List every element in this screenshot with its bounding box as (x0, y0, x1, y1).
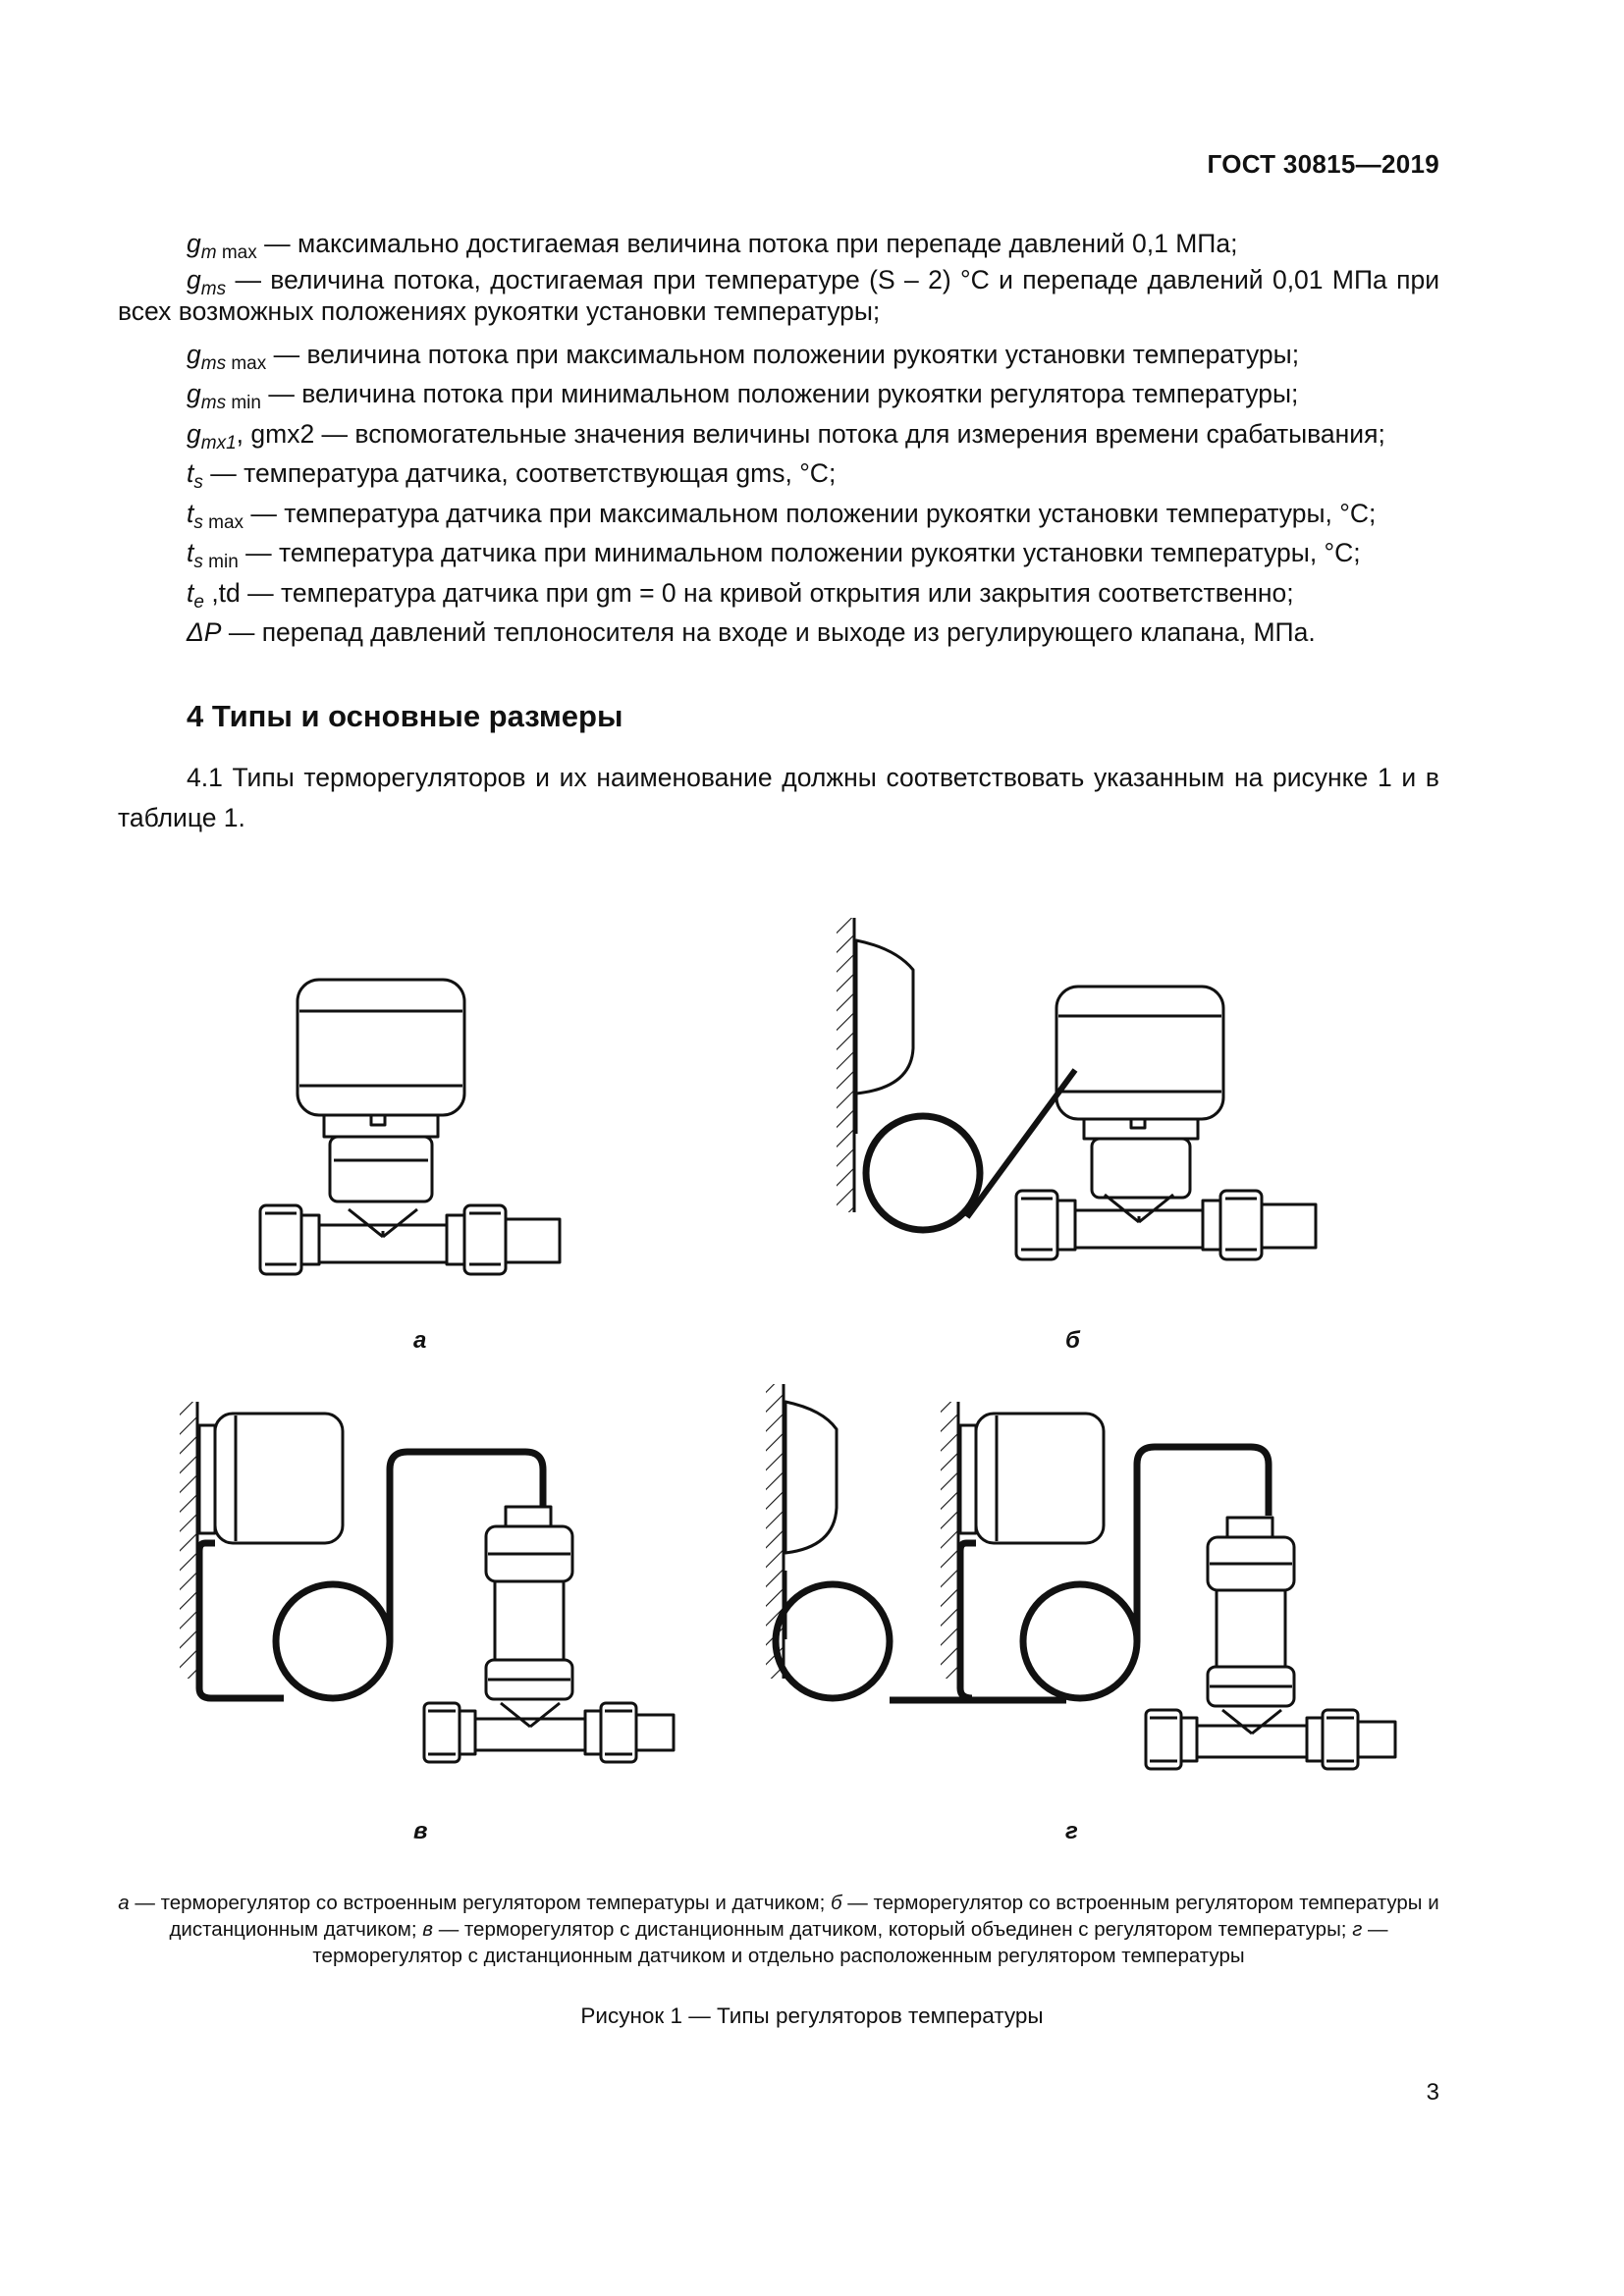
panel-label-b: б (1065, 1327, 1080, 1354)
panel-v-drawing (180, 1402, 674, 1762)
panel-label-a: а (413, 1327, 427, 1354)
definition-text: — температура датчика при минимальном положении рукоятки установки температуры, °С; (238, 538, 1361, 567)
section-heading: 4 Типы и основные размеры (187, 699, 623, 733)
paragraph-4-1: 4.1 Типы терморегуляторов и их наименование должны соответствовать указанным на рисунке 1 и в таблице 1. (118, 763, 1439, 832)
symbol: $g_{m max}$ (187, 229, 257, 263)
definition-text: — перепад давлений теплоносителя на входе и выходе из регулирующего клапана, МПа. (221, 617, 1316, 647)
definition-text: — величина потока при минимальном положении рукоятки регулятора температуры; (260, 379, 1299, 408)
document-header: ГОСТ 30815—2019 (1207, 149, 1439, 179)
symbol: $t_s$ (187, 458, 203, 493)
definition-text: ,td — температура датчика при gm = 0 на кривой открытия или закрытия соответственно; (203, 577, 1294, 608)
symbol: ΔP (187, 617, 222, 647)
figure-caption-legend: а — терморегулятор со встроенным регулятором температуры и датчиком; б — терморегулятор со встроенным регулятором температуры и дистанционным датчиком; в — терморегулятор с дистанционным датчиком, который объединен с регулятором температуры; г — терморегулятор с дистанционным датчиком и отдельно расположенным регулятором температуры (118, 1892, 1439, 1967)
symbol: $g_{ms}$ (187, 264, 227, 299)
panel-label-v: в (413, 1818, 428, 1844)
definition-text: — температура датчика при максимальном положении рукоятки установки температуры, °С; (244, 498, 1377, 528)
definition-text: — величина потока, достигаемая при температуре (S – 2) °С и перепаде давлений 0,01 МПа при всех возможных положениях рукоятки установки температуры; (118, 264, 1439, 326)
symbol: $g_{mx1}$ (187, 418, 237, 454)
symbol: $t_{s min}$ (187, 538, 239, 572)
figure-title: Рисунок 1 — Типы регуляторов температуры (580, 2003, 1044, 2028)
panel-a-drawing (260, 980, 560, 1274)
panel-b-drawing (837, 918, 1316, 1259)
definition-text: — величина потока при максимальном положении рукоятки установки температуры; (266, 339, 1300, 369)
definition-text: — максимально достигаемая величина потока при перепаде давлений 0,1 МПа; (256, 229, 1238, 258)
symbol: $t_{s max}$ (187, 498, 244, 533)
panel-label-g: г (1065, 1818, 1078, 1844)
page-number: 3 (1426, 2079, 1439, 2106)
symbol: $g_{ms max}$ (187, 339, 267, 374)
panel-g-drawing (766, 1384, 1395, 1769)
definition-text: — температура датчика, соответствующая gms, °С; (202, 458, 837, 488)
definition-text: , gmx2 — вспомогательные значения величины потока для измерения времени срабатывания; (236, 418, 1385, 449)
symbol: $g_{ms min}$ (187, 379, 261, 413)
symbol: $t_e$ (187, 577, 204, 613)
